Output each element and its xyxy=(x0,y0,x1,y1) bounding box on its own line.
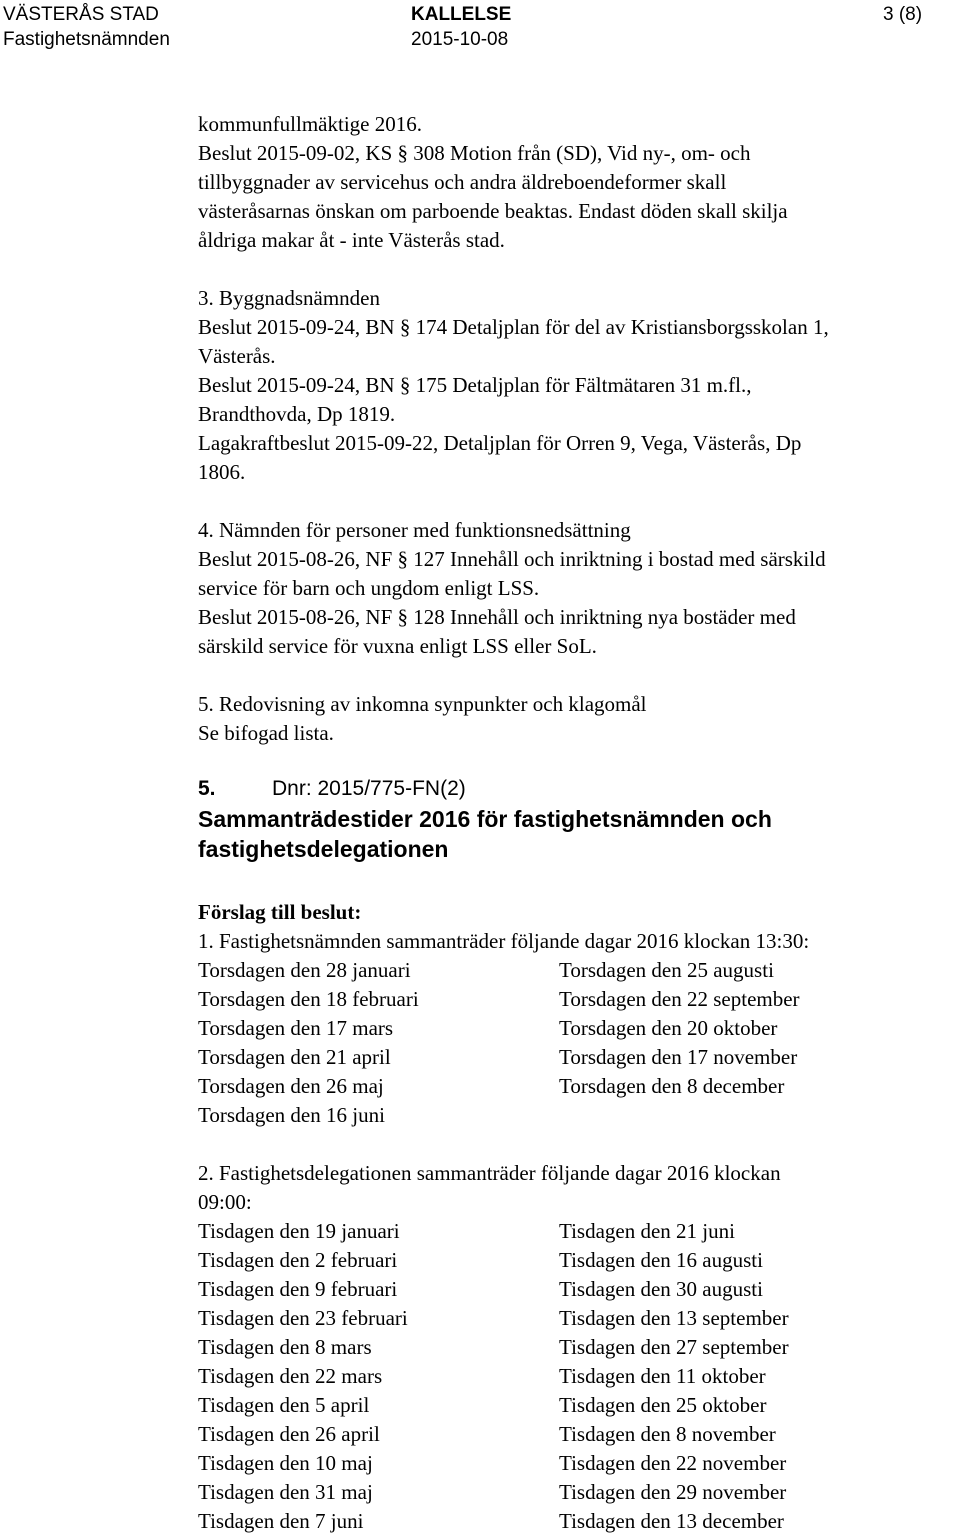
text-line: Se bifogad lista. xyxy=(198,721,334,745)
header-committee: Fastighetsnämnden xyxy=(3,29,170,50)
date-cell: Tisdagen den 16 augusti xyxy=(559,1248,763,1272)
proposal-heading: Förslag till beslut: xyxy=(198,900,362,924)
header-page-number: 3 (8) xyxy=(883,4,923,25)
date-cell: Torsdagen den 16 juni xyxy=(198,1103,385,1127)
date-row xyxy=(198,1014,958,1043)
date-cell: Tisdagen den 5 april xyxy=(198,1393,370,1417)
case-block xyxy=(198,774,958,1536)
date-cell: Torsdagen den 20 oktober xyxy=(559,1016,778,1040)
date-row xyxy=(198,1507,958,1536)
date-cell: Torsdagen den 8 december xyxy=(559,1074,785,1098)
section-title: 3. Byggnadsnämnden xyxy=(198,286,380,310)
section-title: 5. Redovisning av inkomna synpunkter och klagomål xyxy=(198,692,647,716)
date-cell: Tisdagen den 7 juni xyxy=(198,1509,364,1533)
date-cell: Tisdagen den 22 mars xyxy=(198,1364,383,1388)
proposal-item-2-cont: 09:00: xyxy=(198,1190,252,1214)
date-row xyxy=(198,1072,958,1101)
section-funktionsnedsattning xyxy=(198,516,958,661)
date-cell: Torsdagen den 25 augusti xyxy=(559,958,774,982)
text-line: tillbyggnader av servicehus och andra äldreboendeformer skall xyxy=(198,170,727,194)
header-doc-type: KALLELSE xyxy=(411,4,512,25)
text-line: västeråsarnas önskan om parboende beaktas. Endast döden skall skilja xyxy=(198,199,788,223)
date-cell: Tisdagen den 31 maj xyxy=(198,1480,373,1504)
date-row xyxy=(198,1362,958,1391)
case-header xyxy=(198,774,958,804)
date-row xyxy=(198,1391,958,1420)
date-row xyxy=(198,1449,958,1478)
board-meeting-dates xyxy=(198,956,958,1130)
date-cell: Tisdagen den 27 september xyxy=(559,1335,789,1359)
date-cell: Tisdagen den 8 mars xyxy=(198,1335,372,1359)
header-org: VÄSTERÅS STAD xyxy=(3,4,159,25)
date-cell: Tisdagen den 25 oktober xyxy=(559,1393,767,1417)
date-cell: Torsdagen den 18 februari xyxy=(198,987,419,1011)
date-row xyxy=(198,985,958,1014)
date-row xyxy=(198,1043,958,1072)
text-line: Brandthovda, Dp 1819. xyxy=(198,402,396,426)
date-cell: Tisdagen den 21 juni xyxy=(559,1219,735,1243)
case-number: 5. xyxy=(198,777,216,800)
text-line: kommunfullmäktige 2016. xyxy=(198,112,422,136)
delegation-meeting-dates xyxy=(198,1217,958,1536)
text-line: Beslut 2015-09-24, BN § 174 Detaljplan för del av Kristiansborgsskolan 1, xyxy=(198,315,829,339)
date-cell: Torsdagen den 26 maj xyxy=(198,1074,384,1098)
document-body xyxy=(198,110,958,1536)
date-row xyxy=(198,956,958,985)
date-row xyxy=(198,1246,958,1275)
case-title: Sammanträdestider 2016 för fastighetsnämnden och xyxy=(198,806,772,832)
date-cell: Torsdagen den 22 september xyxy=(559,987,800,1011)
date-cell: Tisdagen den 29 november xyxy=(559,1480,787,1504)
date-cell: Tisdagen den 13 december xyxy=(559,1509,784,1533)
text-line: Beslut 2015-09-02, KS § 308 Motion från (SD), Vid ny-, om- och xyxy=(198,141,751,165)
date-row xyxy=(198,1420,958,1449)
text-line: 1806. xyxy=(198,460,246,484)
date-cell: Torsdagen den 28 januari xyxy=(198,958,411,982)
date-cell: Tisdagen den 9 februari xyxy=(198,1277,398,1301)
date-cell: Tisdagen den 19 januari xyxy=(198,1219,400,1243)
text-line: service för barn och ungdom enligt LSS. xyxy=(198,576,540,600)
date-cell: Tisdagen den 8 november xyxy=(559,1422,776,1446)
text-line: särskild service för vuxna enligt LSS eller SoL. xyxy=(198,634,597,658)
date-cell: Tisdagen den 26 april xyxy=(198,1422,380,1446)
proposal-item-1: 1. Fastighetsnämnden sammanträder följande dagar 2016 klockan 13:30: xyxy=(198,929,810,953)
text-line: åldriga makar åt - inte Västerås stad. xyxy=(198,228,505,252)
date-cell: Tisdagen den 2 februari xyxy=(198,1248,398,1272)
text-line: Beslut 2015-08-26, NF § 128 Innehåll och inriktning nya bostäder med xyxy=(198,605,796,629)
date-row xyxy=(198,1478,958,1507)
date-cell: Tisdagen den 30 augusti xyxy=(559,1277,763,1301)
date-row xyxy=(198,1101,958,1130)
text-line: Västerås. xyxy=(198,344,276,368)
proposal-item-2: 2. Fastighetsdelegationen sammanträder följande dagar 2016 klockan xyxy=(198,1161,781,1185)
text-line: Lagakraftbeslut 2015-09-22, Detaljplan för Orren 9, Vega, Västerås, Dp xyxy=(198,431,802,455)
date-cell: Tisdagen den 13 september xyxy=(559,1306,789,1330)
section-redovisning xyxy=(198,690,958,748)
header-date: 2015-10-08 xyxy=(411,29,509,50)
date-row xyxy=(198,1217,958,1246)
section-title: 4. Nämnden för personer med funktionsnedsättning xyxy=(198,518,631,542)
date-cell: Torsdagen den 17 mars xyxy=(198,1016,394,1040)
text-line: Beslut 2015-08-26, NF § 127 Innehåll och inriktning i bostad med särskild xyxy=(198,547,826,571)
section-byggnadsnamnden xyxy=(198,284,958,487)
date-cell: Tisdagen den 10 maj xyxy=(198,1451,373,1475)
date-cell: Torsdagen den 21 april xyxy=(198,1045,391,1069)
date-row xyxy=(198,1275,958,1304)
date-cell: Tisdagen den 11 oktober xyxy=(559,1364,766,1388)
date-row xyxy=(198,1304,958,1333)
case-title-cont: fastighetsdelegationen xyxy=(198,836,449,862)
case-dnr: Dnr: 2015/775-FN(2) xyxy=(272,777,466,800)
text-line: Beslut 2015-09-24, BN § 175 Detaljplan för Fältmätaren 31 m.fl., xyxy=(198,373,752,397)
intro-block xyxy=(198,110,958,255)
date-row xyxy=(198,1333,958,1362)
date-cell: Tisdagen den 22 november xyxy=(559,1451,787,1475)
date-cell: Torsdagen den 17 november xyxy=(559,1045,798,1069)
date-cell: Tisdagen den 23 februari xyxy=(198,1306,408,1330)
